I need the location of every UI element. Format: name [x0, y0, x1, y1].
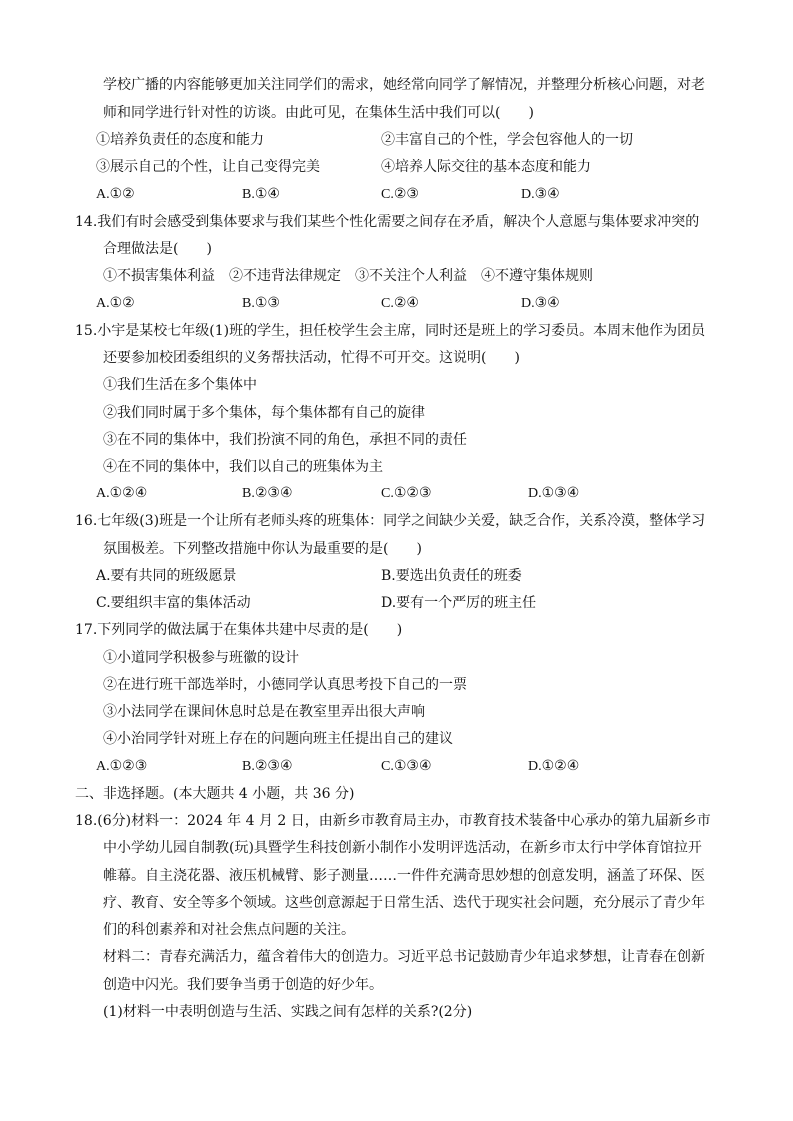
- q18-material2-line2: 创造中闪光。我们要争当勇于创造的好少年。: [103, 977, 383, 993]
- q15-stem-line1: 15.小宇是某校七年级(1)班的学生，担任校学生会主席，同时还是班上的学习委员。本周末他作为团员: [75, 323, 706, 339]
- q18-material2-line1: 材料二：青春充满活力，蕴含着伟大的创造力。习近平总书记鼓励青少年追求梦想，让青春在创新: [103, 949, 705, 965]
- q16-stem-line2: 氛围极差。下列整改措施中你认为最重要的是( ): [103, 541, 422, 557]
- q13-stem-line2: 师和同学进行针对性的访谈。由此可见，在集体生活中我们可以( ): [103, 105, 534, 121]
- q15-option-b[interactable]: B.②③④: [242, 486, 293, 501]
- q15-stem-line2: 还要参加校团委组织的义务帮扶活动，忙得不可开交。这说明( ): [103, 350, 520, 366]
- q14-items: ①不损害集体利益 ②不违背法律规定 ③不关注个人利益 ④不遵守集体规则: [103, 268, 593, 284]
- q17-item-2: ②在进行班干部选举时，小德同学认真思考投下自己的一票: [103, 677, 467, 693]
- q18-material1-line4: 疗、教育、安全等多个领域。这些创意源起于日常生活、迭代于现实社会问题，充分展示了青少年: [103, 895, 705, 911]
- q16-option-b[interactable]: B.要选出负责任的班委: [381, 568, 522, 584]
- q16-option-d[interactable]: D.要有一个严厉的班主任: [381, 595, 537, 611]
- q18-subquestion-1: (1)材料一中表明创造与生活、实践之间有怎样的关系?(2分): [103, 1004, 473, 1020]
- q13-option-c[interactable]: C.②③: [381, 187, 419, 202]
- q14-stem-line1: 14.我们有时会感受到集体要求与我们某些个性化需要之间存在矛盾，解决个人意愿与集体要求冲突的: [75, 214, 700, 230]
- q15-option-d[interactable]: D.①③④: [528, 486, 580, 501]
- q18-material1-line1: 18.(6分)材料一：2024 年 4 月 2 日，由新乡市教育局主办，市教育技术装备中心承办的第九届新乡市: [75, 813, 711, 829]
- q17-item-3: ③小法同学在课间休息时总是在教室里弄出很大声响: [103, 704, 425, 720]
- q17-option-d[interactable]: D.①②④: [528, 759, 580, 774]
- q13-option-d[interactable]: D.③④: [521, 187, 560, 202]
- q14-option-b[interactable]: B.①③: [242, 296, 280, 311]
- q17-stem: 17.下列同学的做法属于在集体共建中尽责的是( ): [75, 622, 403, 638]
- q15-item-4: ④在不同的集体中，我们以自己的班集体为主: [103, 459, 383, 475]
- q16-option-c[interactable]: C.要组织丰富的集体活动: [96, 595, 251, 611]
- q17-option-c[interactable]: C.①③④: [381, 759, 432, 774]
- q17-item-4: ④小治同学针对班上存在的问题向班主任提出自己的建议: [103, 731, 453, 747]
- q15-item-2: ②我们同时属于多个集体，每个集体都有自己的旋律: [103, 405, 425, 421]
- q18-material1-line3: 帷幕。自主浇花器、液压机械臂、影子测量……一件件充满奇思妙想的创意发明，涵盖了环保、医: [103, 868, 705, 884]
- q14-option-c[interactable]: C.②④: [381, 296, 419, 311]
- q13-option-b[interactable]: B.①④: [242, 187, 280, 202]
- q16-stem-line1: 16.七年级(3)班是一个让所有老师头疼的班集体：同学之间缺少关爱，缺乏合作，关系冷漠，整体学习: [75, 513, 706, 529]
- q17-item-1: ①小道同学积极参与班徽的设计: [103, 650, 299, 666]
- q14-option-a[interactable]: A.①②: [96, 296, 135, 311]
- q13-option-a[interactable]: A.①②: [96, 187, 135, 202]
- q14-option-d[interactable]: D.③④: [521, 296, 560, 311]
- q13-stem-line1: 学校广播的内容能够更加关注同学们的需求，她经常向同学了解情况，并整理分析核心问题，对老: [103, 77, 705, 93]
- q18-material1-line2: 中小学幼儿园自制教(玩)具暨学生科技创新小制作小发明评选活动，在新乡市太行中学体育馆拉开: [103, 840, 702, 856]
- q13-item-3: ③展示自己的个性，让自己变得完美: [96, 159, 320, 175]
- q15-item-3: ③在不同的集体中，我们扮演不同的角色，承担不同的责任: [103, 432, 467, 448]
- q16-option-a[interactable]: A.要有共同的班级愿景: [96, 568, 237, 584]
- q17-option-b[interactable]: B.②③④: [242, 759, 293, 774]
- q13-item-1: ①培养负责任的态度和能力: [96, 132, 264, 148]
- q15-option-a[interactable]: A.①②④: [96, 486, 148, 501]
- section-2-heading: 二、非选择题。(本大题共 4 小题，共 36 分): [75, 786, 355, 802]
- q15-item-1: ①我们生活在多个集体中: [103, 377, 257, 393]
- q13-item-2: ②丰富自己的个性，学会包容他人的一切: [381, 132, 633, 148]
- q15-option-c[interactable]: C.①②③: [381, 486, 432, 501]
- q18-material1-line5: 们的科创素养和对社会焦点问题的关注。: [103, 922, 355, 938]
- q17-option-a[interactable]: A.①②③: [96, 759, 148, 774]
- q13-item-4: ④培养人际交往的基本态度和能力: [381, 159, 591, 175]
- q14-stem-line2: 合理做法是( ): [103, 241, 212, 257]
